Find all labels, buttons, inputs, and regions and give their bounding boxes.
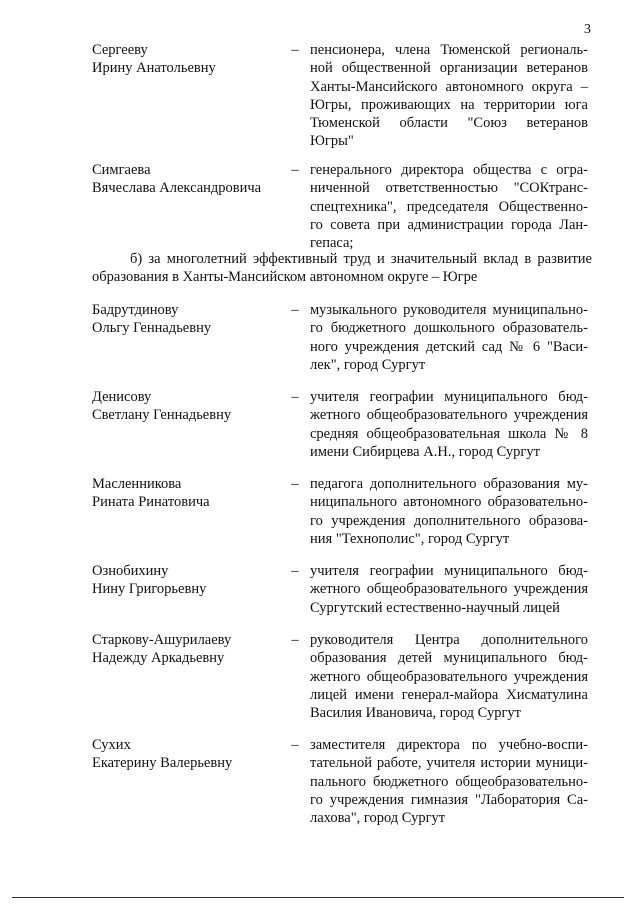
position-line: ниципального автономного образовательно-	[310, 494, 588, 511]
recipient-position	[310, 388, 588, 461]
position-line: го бюджетного дошкольного образователь-	[310, 320, 588, 337]
position-line: Ханты-Мансийского автономного округа –	[310, 78, 588, 95]
position-line: образования детей муниципального бюд-	[310, 650, 588, 667]
position-line: учителя географии муниципального бюд-	[310, 389, 588, 405]
recipient-name	[92, 161, 282, 198]
entry-dash: –	[291, 302, 299, 318]
page-number: 3	[584, 22, 591, 37]
recipient-name	[92, 301, 282, 338]
entry-dash: –	[291, 42, 299, 58]
recipient-name	[92, 736, 282, 773]
position-line: Сургутский естественно-научный лицей	[310, 599, 560, 616]
position-line: генерального директора общества с огра-	[310, 162, 588, 178]
recipient-position	[310, 631, 588, 722]
section-b-line-1: б) за многолетний эффективный труд и значительный вклад в развитие	[130, 251, 592, 267]
recipient-surname: Денисову	[92, 389, 152, 405]
recipient-position	[310, 41, 588, 151]
position-line: лек", город Сургут	[310, 356, 426, 373]
position-line: Василия Ивановича, город Сургут	[310, 705, 522, 722]
entry-dash: –	[291, 476, 299, 492]
position-line: жетного общеобразовательного учреждения	[310, 407, 588, 424]
recipient-surname: Бадрутдинову	[92, 302, 179, 318]
page-bottom-divider	[12, 897, 624, 898]
position-line: спецтехника", председателя Общественно-	[310, 198, 588, 215]
position-line: Югры, проживающих на территории юга	[310, 96, 588, 113]
position-line: ниченной ответственностью "СОКтранс-	[310, 180, 588, 197]
recipient-position	[310, 475, 588, 548]
recipient-position	[310, 161, 588, 252]
recipient-given-names: Светлану Геннадьевну	[92, 407, 232, 424]
position-line: го совета при администрации города Лан-	[310, 216, 588, 233]
section-b-line-2: образования в Ханты-Мансийском автономном округе – Югре	[92, 269, 478, 286]
position-line: гепаса;	[310, 235, 354, 252]
position-line: ного учреждения детский сад № 6 "Васи-	[310, 338, 588, 355]
recipient-surname: Сухих	[92, 737, 131, 753]
recipient-surname: Старкову-Ашурилаеву	[92, 632, 232, 648]
entry-dash: –	[291, 162, 299, 178]
recipient-position	[310, 562, 588, 617]
recipient-surname: Сергееву	[92, 42, 148, 58]
position-line: лицей имени генерал-майора Хисматулина	[310, 686, 588, 703]
recipient-given-names: Екатерину Валерьевну	[92, 755, 233, 772]
recipient-given-names: Рината Ринатовича	[92, 494, 210, 511]
position-line: тательной работе, учителя истории муници-	[310, 755, 588, 772]
recipient-given-names: Вячеслава Александровича	[92, 180, 262, 197]
recipient-given-names: Надежду Аркадьевну	[92, 650, 225, 667]
position-line: учителя географии муниципального бюд-	[310, 563, 588, 579]
position-line: Тюменской области "Союз ветеранов	[310, 115, 588, 132]
position-line: лахова", город Сургут	[310, 810, 446, 827]
position-line: жетного общеобразовательного учреждения	[310, 668, 588, 685]
recipient-position	[310, 301, 588, 374]
recipient-surname: Ознобихину	[92, 563, 169, 579]
recipient-surname: Симгаева	[92, 162, 151, 178]
recipient-given-names: Ирину Анатольевну	[92, 60, 216, 77]
recipient-name	[92, 388, 282, 425]
position-line: педагога дополнительного образования му-	[310, 476, 588, 492]
position-line: пального бюджетного общеобразовательно-	[310, 773, 588, 790]
position-line: музыкального руководителя муниципально-	[310, 302, 588, 318]
recipient-name	[92, 475, 282, 512]
position-line: имени Сибирцева А.Н., город Сургут	[310, 443, 540, 460]
position-line: го учреждения гимназия "Лаборатория Са-	[310, 791, 588, 808]
position-line: го учреждения дополнительного образова-	[310, 512, 588, 529]
recipient-given-names: Нину Григорьевну	[92, 581, 207, 598]
section-b-intro	[92, 250, 592, 287]
position-line: Югры"	[310, 133, 354, 150]
entry-dash: –	[291, 389, 299, 405]
recipient-name	[92, 41, 282, 78]
position-line: жетного общеобразовательного учреждения	[310, 581, 588, 598]
position-line: заместителя директора по учебно-воспи-	[310, 737, 588, 753]
recipient-position	[310, 736, 588, 827]
position-line: руководителя Центра дополнительного	[310, 632, 588, 648]
entry-dash: –	[291, 563, 299, 579]
position-line: пенсионера, члена Тюменской региональ-	[310, 42, 588, 58]
position-line: ния "Технополис", город Сургут	[310, 530, 510, 547]
entry-dash: –	[291, 737, 299, 753]
recipient-name	[92, 562, 282, 599]
position-line: средняя общеобразовательная школа № 8	[310, 425, 588, 442]
entry-dash: –	[291, 632, 299, 648]
recipient-name	[92, 631, 282, 668]
recipient-surname: Масленникова	[92, 476, 182, 492]
position-line: ной общественной организации ветеранов	[310, 60, 588, 77]
recipient-given-names: Ольгу Геннадьевну	[92, 320, 212, 337]
